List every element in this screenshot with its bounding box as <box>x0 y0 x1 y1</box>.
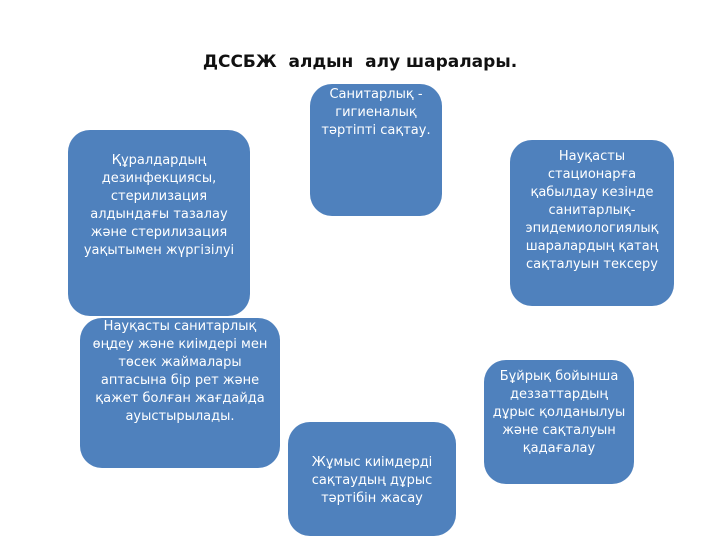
box-patient-admission-check <box>510 140 674 306</box>
box-disinfectant-control <box>484 360 634 484</box>
box-workwear-storage <box>288 422 456 536</box>
box-linen-change-text: Науқасты санитарлық өңдеу және киімдері мен төсек жаймалары аптасына бір рет және қажет болған жағдайда ауыстырылады. <box>92 319 268 424</box>
box-linen-change <box>80 318 280 468</box>
box-workwear-storage-text: Жұмыс киімдерді сақтаудың дұрыс тәртібін жасау <box>311 455 433 506</box>
box-disinfectant-control-text: Бұйрық бойынша деззаттардың дұрыс қолданылуы және сақталуын қадағалау <box>492 369 626 456</box>
box-sanitary-hygiene-text: Санитарлық - гигиеналық тәртіпті сақтау. <box>321 87 431 138</box>
box-instrument-disinfection-text: Құралдардың дезинфекциясы, стерилизация алдындағы тазалау және стерилизация уақытымен жүргізілуі <box>83 153 235 258</box>
box-patient-admission-check-text: Науқасты стационарға қабылдау кезінде санитарлық-эпидемиологиялық шаралардың қатаң сақталуын тексеру <box>525 149 659 272</box>
page-title: ДССБЖ алдын алу шаралары. <box>202 52 518 72</box>
box-sanitary-hygiene <box>310 84 442 216</box>
box-instrument-disinfection <box>68 130 250 316</box>
